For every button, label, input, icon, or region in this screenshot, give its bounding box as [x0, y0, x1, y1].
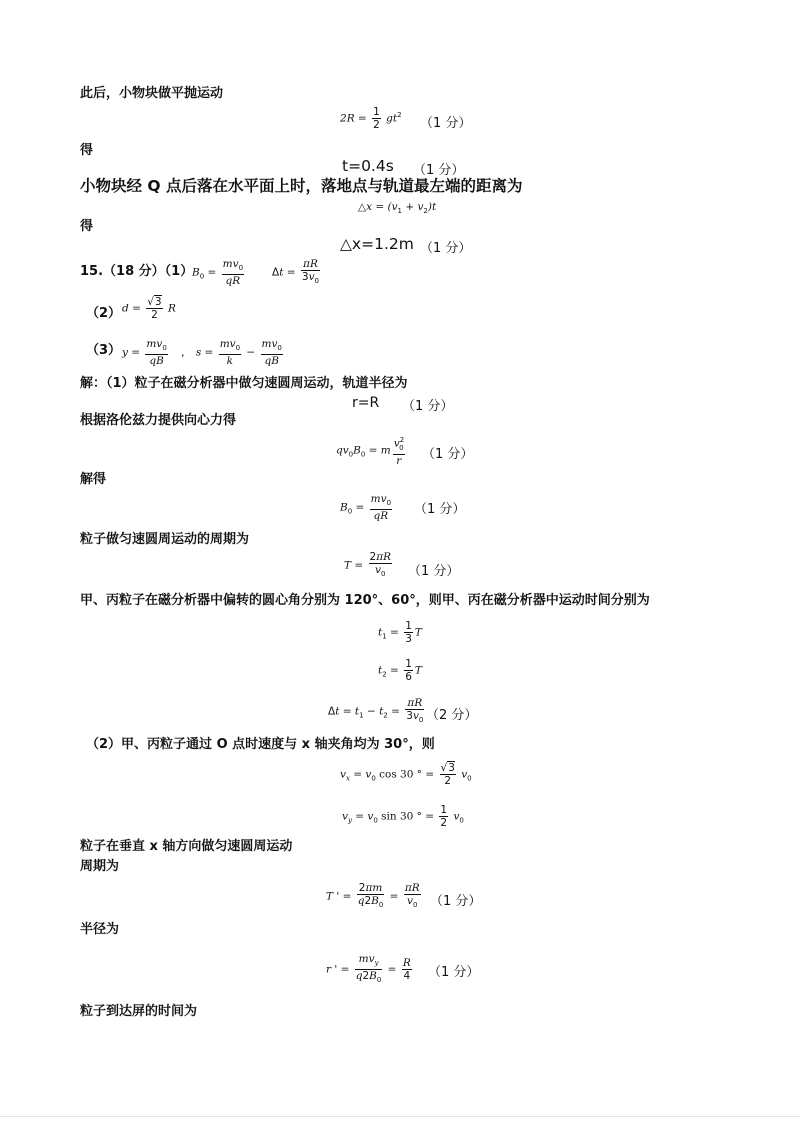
text-line: 得: [80, 143, 94, 158]
question-15-header: 15.（18 分）（1）: [80, 264, 194, 279]
equation-b0: $B_0$ = $\frac{mv_0}{qR}$: [340, 493, 392, 523]
text-line: 甲、丙粒子在磁分析器中偏转的圆心角分别为 120°、60°，则甲、丙在磁分析器中运动时间分别为: [80, 593, 650, 608]
equation-delta-x: △x = $(v_1 + v_2)t$: [358, 201, 437, 216]
text-line: 解得: [80, 472, 107, 487]
text-line: 得: [80, 219, 94, 234]
score-label: （1 分）: [413, 163, 465, 178]
solution-intro: 解：（1）粒子在磁分析器中做匀速圆周运动，轨道半径为: [80, 376, 408, 391]
score-label: （1 分）: [428, 965, 480, 980]
equation-t1: $t_1$ = $\frac{1}{3}$ T: [378, 620, 422, 645]
text-line: 此后，小物块做平抛运动: [80, 86, 224, 101]
text-line: （2）甲、丙粒子通过 O 点时速度与 x 轴夹角均为 30°，则: [86, 737, 435, 752]
equation-answer-d: d = $\frac{√3}{2}$ R: [122, 296, 176, 321]
text-line: 小物块经 Q 点后落在水平面上时，落地点与轨道最左端的距离为: [80, 177, 523, 195]
score-label: （1 分）: [402, 399, 454, 414]
text-line: 粒子到达屏的时间为: [80, 1004, 198, 1019]
equation-answer-b0: $B_0$ = $\frac{mv_0}{qR}$: [192, 258, 244, 288]
score-label: （1 分）: [420, 241, 472, 256]
text-line: 根据洛伦兹力提供向心力得: [80, 413, 237, 428]
equation-period: T = $\frac{2\pi R}{v_0}$: [344, 551, 391, 579]
equation-answer-y-s: y = $\frac{mv_0}{qB}$ , s = $\frac{mv_0}{k}$ − $\frac{mv_0}{qB}$: [122, 338, 282, 368]
result-r: r=R: [352, 395, 380, 411]
score-label: （1 分）: [430, 894, 482, 909]
score-label: （1 分）: [420, 116, 472, 131]
score-label: （2 分）: [426, 708, 478, 723]
score-label: （1 分）: [414, 502, 466, 517]
equation-delta-t: $\Delta t = t_1 - t_2$ = $\frac{\pi R}{3v_0}$: [328, 697, 424, 725]
equation-projectile: 2R = $\frac{1}{2}$ $gt^2$: [340, 106, 402, 131]
score-label: （1 分）: [408, 564, 460, 579]
equation-period-prime: T ' = $\frac{2\pi m}{q2B_0}$ = $\frac{\pi R}{v_0}$: [326, 882, 420, 910]
page-bottom-divider: [0, 1116, 800, 1117]
equation-lorentz: $qv_0B_0 = m$ $\frac{v^2_0}{r}$: [336, 436, 405, 467]
equation-vy: $v_y = v_0$ sin 30 ° = $\frac{1}{2}$ $v_0$: [342, 804, 464, 829]
equation-answer-dt: Δt = $\frac{\pi R}{3v_0}$: [272, 258, 319, 286]
text-line: 周期为: [80, 859, 120, 874]
answer-2-label: （2）: [86, 306, 122, 321]
equation-radius-prime: r ' = $\frac{mv_y}{q2B_0}$ = $\frac{R}{4}$: [326, 953, 411, 985]
result-delta-x: △x=1.2m: [340, 235, 414, 253]
equation-t2: $t_2$ = $\frac{1}{6}$ T: [378, 658, 422, 683]
equation-vx: $v_x = v_0$ cos 30 ° = $\frac{√3}{2}$ $v_0$: [340, 762, 472, 787]
answer-3-label: （3）: [86, 343, 122, 358]
score-label: （1 分）: [422, 447, 474, 462]
text-line: 粒子在垂直 x 轴方向做匀速圆周运动: [80, 839, 293, 854]
text-line: 粒子做匀速圆周运动的周期为: [80, 532, 250, 547]
text-line: 半径为: [80, 922, 120, 937]
result-t: t=0.4s: [342, 157, 394, 175]
